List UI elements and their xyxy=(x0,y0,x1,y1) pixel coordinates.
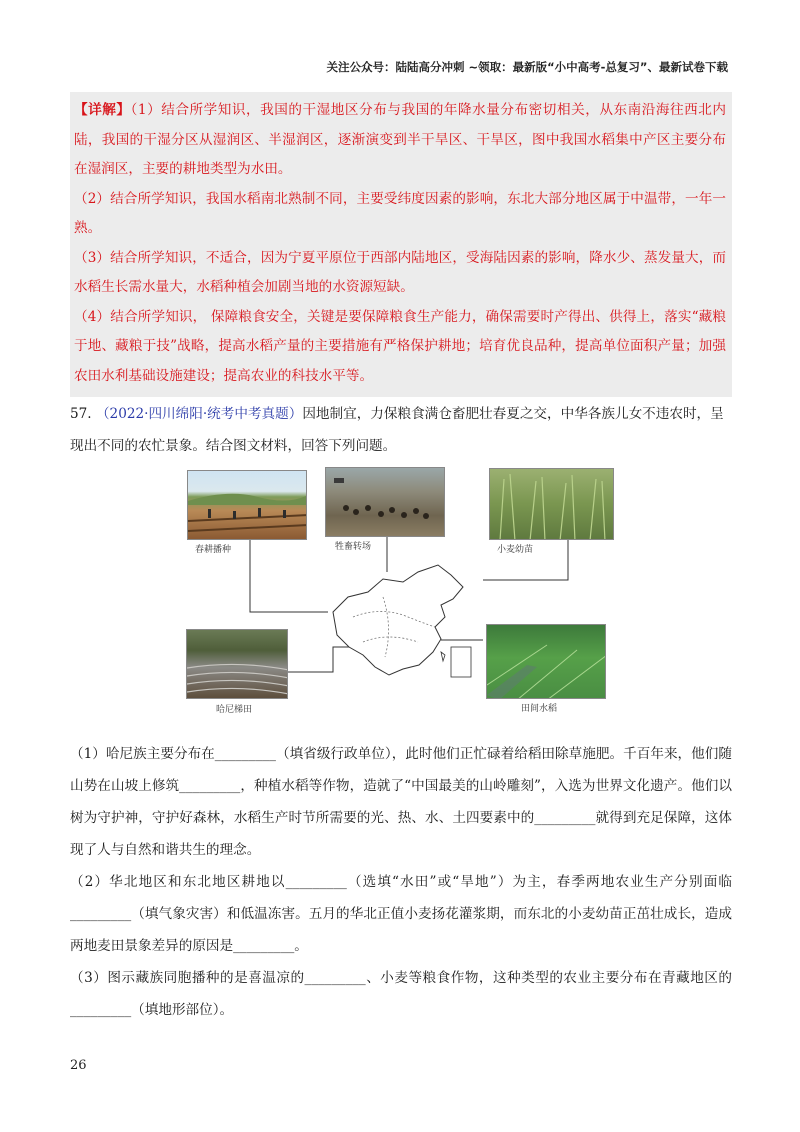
caption-spring-sowing: 春耕播种 xyxy=(195,545,232,555)
question-number: 57. xyxy=(70,406,92,422)
question-part-3: （3）图示藏族同胞播种的是喜温凉的_________、小麦等粮食作物，这种类型的农业主要分布在青藏地区的_________（填地形部位）。 xyxy=(70,970,732,1018)
explanation-p3: （3）结合所学知识，不适合，因为宁夏平原位于西部内陆地区，受海陆因素的影响，降水少、蒸发量大，而水稻生长需水量大，水稻种植会加剧当地的水资源短缺。 xyxy=(74,249,726,295)
photo-spring-sowing xyxy=(187,470,307,540)
photo-livestock xyxy=(325,467,445,537)
explanation-box xyxy=(70,92,732,397)
answer-section xyxy=(70,738,732,1026)
caption-livestock: 牲畜转场 xyxy=(335,542,372,552)
caption-paddy-rice: 田间水稻 xyxy=(521,704,558,714)
question-57 xyxy=(70,398,732,462)
caption-wheat-seedlings: 小麦幼苗 xyxy=(497,545,534,555)
question-part-1: （1）哈尼族主要分布在_________（填省级行政单位），此时他们正忙碌着给稻田除草施肥。千百年来，他们随山势在山坡上修筑_________，种植水稻等作物，造就了“中国最美的山岭雕刻”，入选为世界文化遗产。他们以树为守护神，守护好森林，水稻生产时节所需要的光、热、水、土四要素中的_________就得到充足保障，这体现了人与自然和谐共生的理念。 xyxy=(70,746,732,858)
explanation-p4: （4）结合所学知识， 保障粮食安全，关键是要保障粮食生产能力，确保需要时产得出、供得上，落实“藏粮于地、藏粮于技”战略，提高水稻产量的主要措施有严格保护耕地；培育优良品种，提高单位面积产量；加强农田水利基础设施建设；提高农业的科技水平等。 xyxy=(74,308,726,384)
question-source: （2022·四川绵阳·统考中考真题） xyxy=(95,406,303,422)
explanation-tag: 【详解】 xyxy=(74,102,131,118)
photo-paddy-rice xyxy=(486,624,606,699)
photo-wheat-seedlings xyxy=(489,468,614,540)
china-map xyxy=(323,557,483,687)
question-part-2: （2）华北地区和东北地区耕地以_________（选填“水田”或“旱地”）为主，春季两地农业生产分别面临_________（填气象灾害）和低温冻害。五月的华北正值小麦扬花灌浆期，而东北的小麦幼苗正茁壮成长，造成两地麦田景象差异的原因是_________。 xyxy=(70,874,732,954)
farming-figure xyxy=(183,462,608,714)
question-stem: 因地制宜，力保粮食满仓畜肥壮春夏之交，中华各族儿女不违农时，呈现出不同的农忙景象。结合图文材料，回答下列问题。 xyxy=(70,406,724,454)
explanation-p1: 【详解】（1）结合所学知识，我国的干湿地区分布与我国的年降水量分布密切相关，从东南沿海往西北内陆，我国的干湿分区从湿润区、半湿润区，逐渐演变到半干旱区、干旱区，图中我国水稻集中产区主要分布在湿润区，主要的耕地类型为水田。 xyxy=(74,102,726,177)
photo-hani-terraces xyxy=(186,629,288,699)
caption-hani-terraces: 哈尼梯田 xyxy=(216,705,253,715)
page-header: 关注公众号：陆陆高分冲刺 ~领取：最新版“小中高考-总复习”、最新试卷下载 xyxy=(326,60,728,74)
explanation-p2: （2）结合所学知识，我国水稻南北熟制不同，主要受纬度因素的影响，东北大部分地区属于中温带，一年一熟。 xyxy=(74,190,726,236)
page-number: 26 xyxy=(70,1058,87,1073)
